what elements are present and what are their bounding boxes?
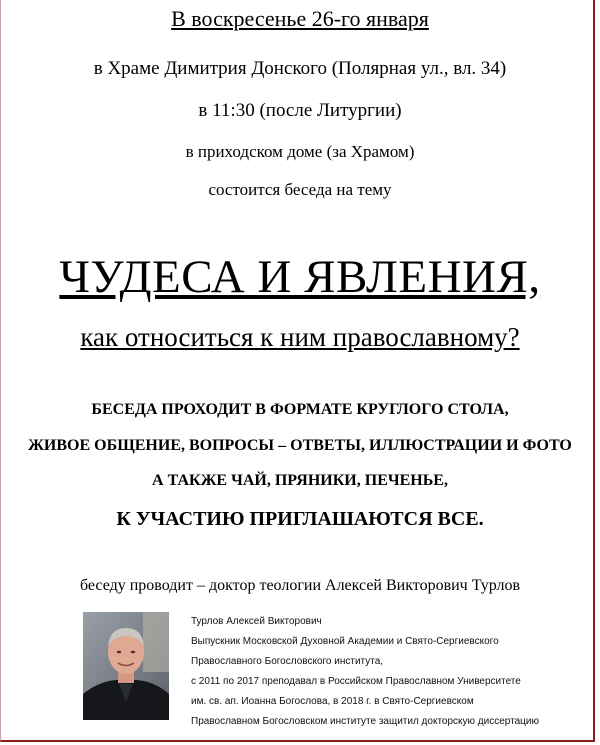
date-line: В воскресенье 26-го января: [171, 6, 429, 31]
bio-line: им. св. ап. Иоанна Богослова, в 2018 г. в Свято-Сергиевском: [191, 696, 474, 707]
topic-title: ЧУДЕСА И ЯВЛЕНИЯ,: [59, 251, 541, 303]
format-line-2: ЖИВОЕ ОБЩЕНИЕ, ВОПРОСЫ – ОТВЕТЫ, ИЛЛЮСТРАЦИИ И ФОТО: [28, 437, 572, 454]
venue-line: в Храме Димитрия Донского (Полярная ул., вл. 34): [93, 58, 507, 79]
topic-subtitle: как относиться к ним православному?: [80, 322, 520, 352]
intro-line: состоится беседа на тему: [208, 180, 392, 199]
format-line-1: БЕСЕДА ПРОХОДИТ В ФОРМАТЕ КРУГЛОГО СТОЛА,: [91, 401, 509, 418]
bio-line: Православного Богословского института,: [191, 656, 384, 667]
invite-line: К УЧАСТИЮ ПРИГЛАШАЮТСЯ ВСЕ.: [116, 508, 484, 530]
bio-line: Выпускник Московской Духовной Академии и Свято-Сергиевского: [191, 636, 499, 647]
bio-line: Православном Богословском институте защитил докторскую диссертацию: [191, 716, 539, 727]
format-line-3: А ТАКЖЕ ЧАЙ, ПРЯНИКИ, ПЕЧЕНЬЕ,: [152, 472, 448, 489]
host-line: беседу проводит – доктор теологии Алексей Викторович Турлов: [79, 577, 521, 594]
bio-line: Турлов Алексей Викторович: [191, 616, 322, 627]
speaker-photo: [83, 612, 169, 720]
speaker-bio: [191, 612, 539, 732]
bio-line: с 2011 по 2017 преподавал в Российском Православном Университете: [191, 676, 521, 687]
time-line: в 11:30 (после Литургии): [198, 100, 402, 121]
place-line: в приходском доме (за Храмом): [185, 142, 415, 161]
